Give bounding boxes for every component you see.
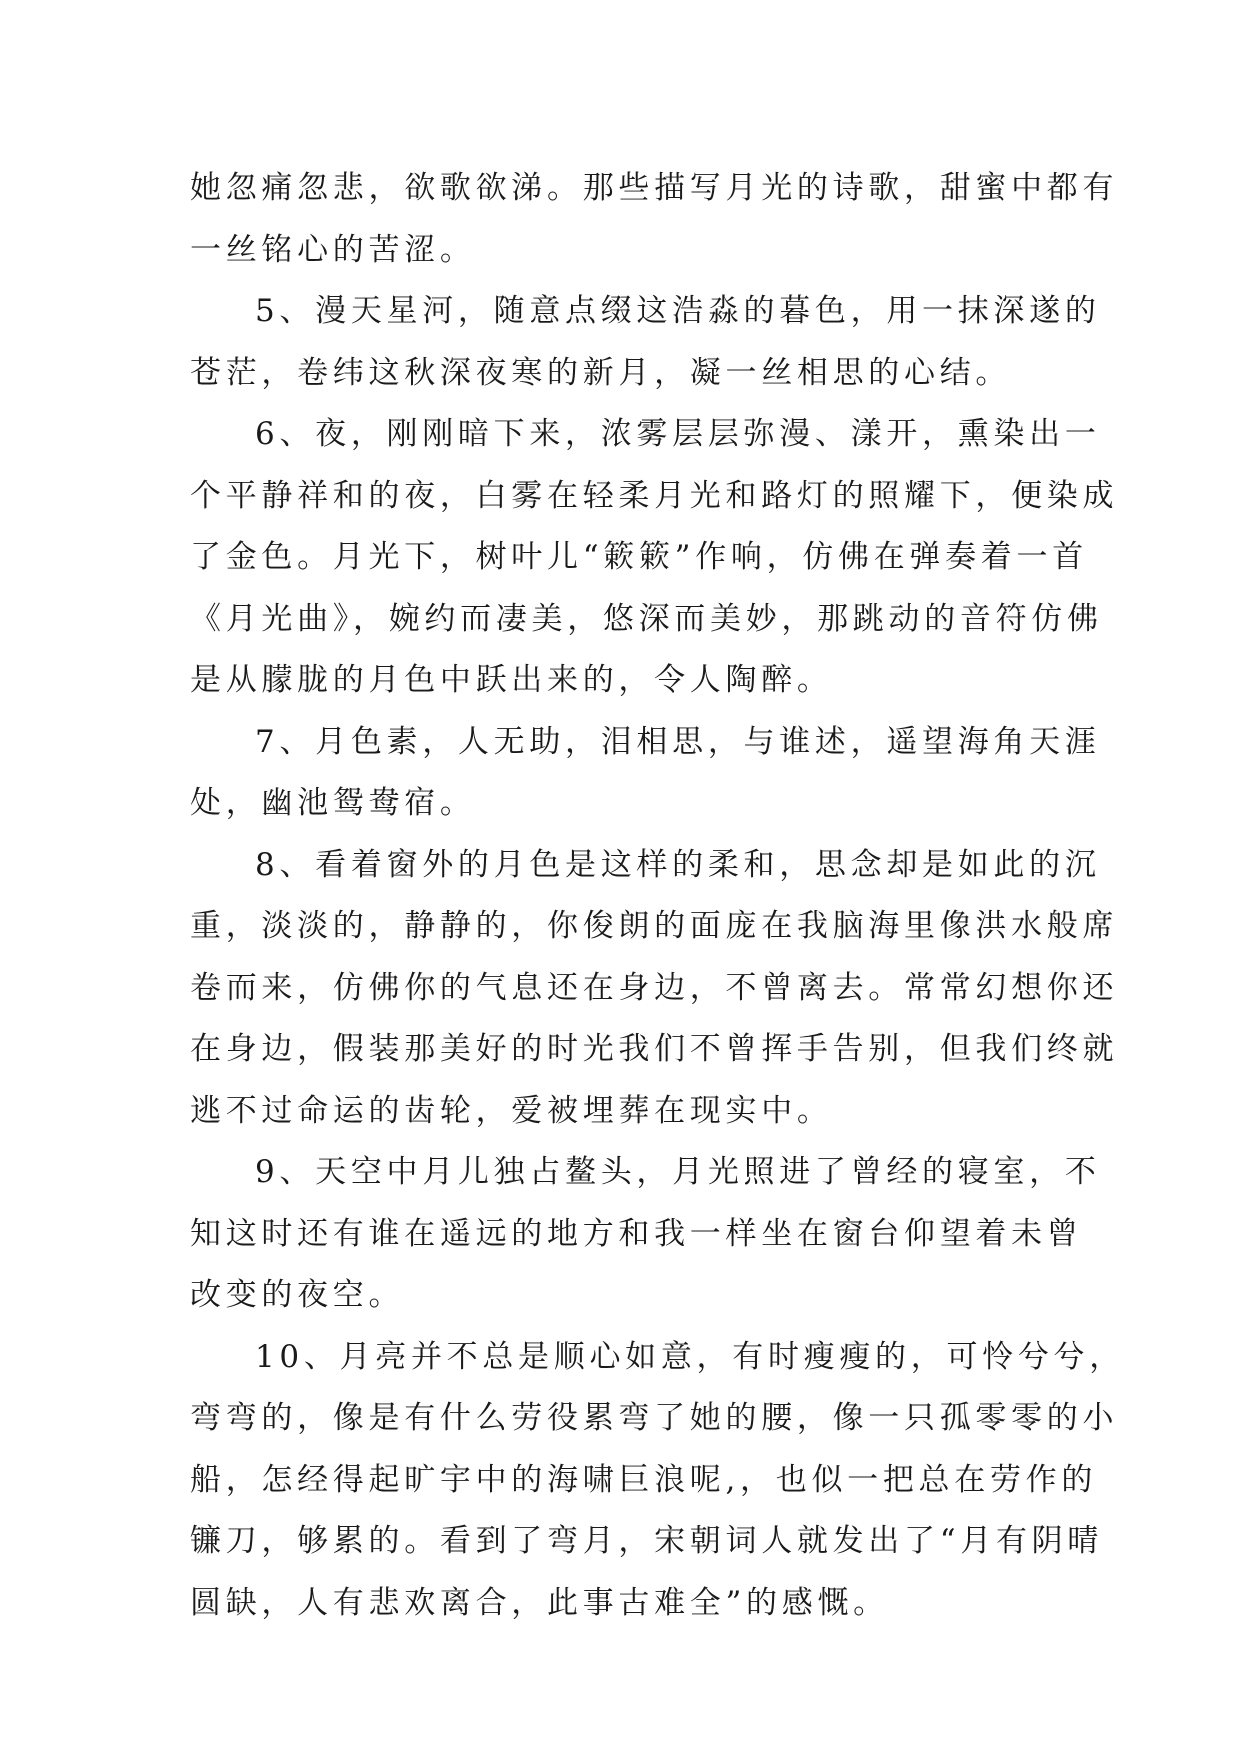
paragraph-start-line: 9、天空中月儿独占鳌头，月光照进了曾经的寝室，不 bbox=[255, 1154, 1101, 1190]
text-line: 一丝铭心的苦涩。 bbox=[190, 231, 476, 268]
text-line: 镰刀，够累的。看到了弯月，宋朝词人就发出了“月有阴晴 bbox=[190, 1523, 1104, 1559]
paragraph-start-line: 7、月色素，人无助，泪相思，与谁述，遥望海角天涯 bbox=[255, 723, 1101, 760]
text-line: 个平静祥和的夜，白雾在轻柔月光和路灯的照耀下，便染成 bbox=[190, 477, 1119, 514]
text-line: 了金色。月光下，树叶儿“簌簌”作响，仿佛在弹奏着一首 bbox=[190, 539, 1088, 575]
text-line: 船，怎经得起旷宇中的海啸巨浪呢,，也似一把总在劳作的 bbox=[190, 1461, 1098, 1498]
text-line: 《月光曲》，婉约而凄美，悠深而美妙，那跳动的音符仿佛 bbox=[190, 600, 1103, 637]
text-line: 逃不过命运的齿轮，爱被埋葬在现实中。 bbox=[190, 1092, 833, 1129]
text-line: 处，幽池鸳鸯宿。 bbox=[190, 785, 476, 821]
text-line: 圆缺，人有悲欢离合，此事古难全”的感慨。 bbox=[190, 1584, 889, 1621]
text-line: 重，淡淡的，静静的，你俊朗的面庞在我脑海里像洪水般席 bbox=[190, 908, 1119, 944]
text-line: 她忽痛忽悲，欲歌欲涕。那些描写月光的诗歌，甜蜜中都有 bbox=[190, 170, 1119, 206]
paragraph-start-line: 5、漫天星河，随意点缀这浩淼的暮色，用一抹深遂的 bbox=[255, 293, 1101, 329]
body-text bbox=[190, 158, 1125, 1634]
text-line: 在身边，假装那美好的时光我们不曾挥手告别，但我们终就 bbox=[190, 1031, 1119, 1067]
text-line: 卷而来，仿佛你的气息还在身边，不曾离去。常常幻想你还 bbox=[190, 969, 1119, 1006]
paragraph-start-line: 8、看着窗外的月色是这样的柔和，思念却是如此的沉 bbox=[255, 846, 1101, 883]
text-line: 弯弯的，像是有什么劳役累弯了她的腰，像一只孤零零的小 bbox=[190, 1400, 1119, 1436]
text-line: 苍茫，卷纬这秋深夜寒的新月，凝一丝相思的心结。 bbox=[190, 354, 1012, 391]
text-line: 改变的夜空。 bbox=[190, 1277, 405, 1313]
text-line: 知这时还有谁在遥远的地方和我一样坐在窗台仰望着未曾 bbox=[190, 1215, 1083, 1252]
text-line: 是从朦胧的月色中跃出来的，令人陶醉。 bbox=[190, 662, 833, 698]
paragraph-start-line: 6、夜，刚刚暗下来，浓雾层层弥漫、漾开，熏染出一 bbox=[255, 416, 1101, 452]
paragraph-start-line: 10、月亮并不总是顺心如意，有时瘦瘦的，可怜兮兮， bbox=[255, 1338, 1125, 1375]
